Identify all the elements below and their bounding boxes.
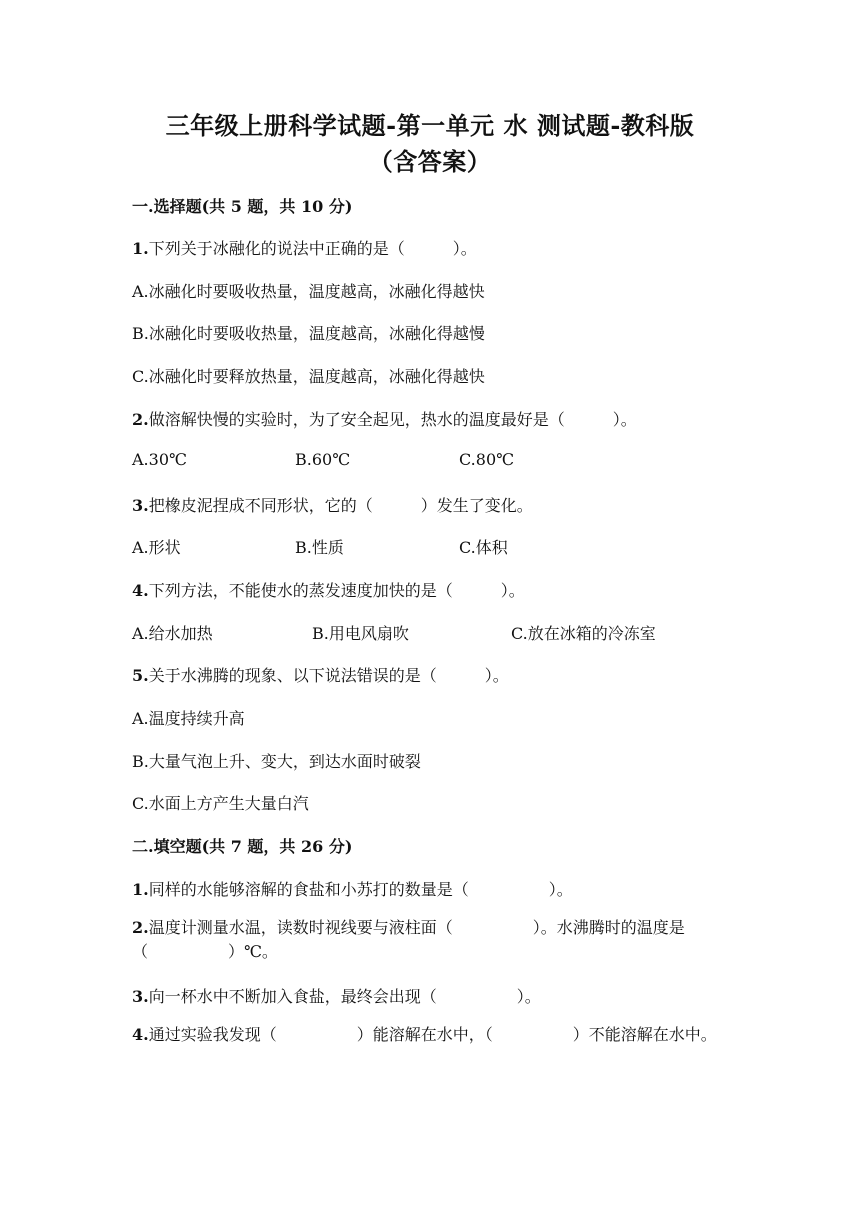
page-title: 三年级上册科学试题-第一单元 水 测试题-教科版	[165, 111, 695, 140]
question-number: 5.	[132, 666, 149, 685]
question-number: 4.	[132, 581, 149, 600]
question-number: 1.	[132, 239, 149, 258]
question-5	[132, 663, 509, 686]
question-text: 温度计测量水温，读数时视线要与液柱面（ ）。水沸腾时的温度是（ ）℃。	[132, 918, 685, 961]
option-c: C.冰融化时要释放热量，温度越高，冰融化得越快	[132, 367, 485, 386]
question-1	[132, 236, 477, 259]
option-b: B.用电风扇吹	[312, 624, 409, 643]
option-c: C.放在冰箱的冷冻室	[511, 624, 656, 643]
section-heading-fill: 二.填空题(共 7 题，共 26 分)	[132, 837, 353, 856]
question-4	[132, 578, 525, 601]
option-a: A.给水加热	[132, 624, 213, 643]
question-text: 关于水沸腾的现象、以下说法错误的是（ ）。	[148, 666, 509, 685]
option-a: A.30℃	[132, 450, 187, 469]
section-heading-choice: 一.选择题(共 5 题，共 10 分)	[132, 197, 353, 216]
option-b: B.大量气泡上升、变大，到达水面时破裂	[132, 752, 421, 771]
option-b: B.60℃	[295, 450, 351, 469]
question-number: 2.	[132, 918, 149, 937]
question-number: 3.	[132, 987, 149, 1006]
option-b: B.性质	[295, 538, 344, 557]
question-number: 1.	[132, 880, 149, 899]
question-text: 做溶解快慢的实验时，为了安全起见，热水的温度最好是（ ）。	[148, 410, 637, 429]
question-text: 下列关于冰融化的说法中正确的是（ ）。	[148, 239, 477, 258]
page-subtitle: （含答案）	[368, 147, 492, 176]
option-a: A.冰融化时要吸收热量，温度越高，冰融化得越快	[132, 282, 485, 301]
fill-question-2	[132, 916, 732, 964]
question-text: 把橡皮泥捏成不同形状，它的（ ）发生了变化。	[148, 496, 533, 515]
question-number: 3.	[132, 496, 149, 515]
fill-question-4	[132, 1023, 732, 1047]
question-2	[132, 407, 637, 430]
option-c: C.体积	[459, 538, 508, 557]
question-text: 同样的水能够溶解的食盐和小苏打的数量是（ ）。	[148, 880, 573, 899]
option-a: A.形状	[132, 538, 181, 557]
question-number: 2.	[132, 410, 149, 429]
fill-question-1	[132, 877, 573, 900]
option-a: A.温度持续升高	[132, 709, 245, 728]
question-text: 下列方法，不能使水的蒸发速度加快的是（ ）。	[148, 581, 525, 600]
question-text: 通过实验我发现（ ）能溶解在水中，（ ）不能溶解在水中。	[148, 1025, 717, 1044]
question-number: 4.	[132, 1025, 149, 1044]
option-c: C.80℃	[459, 450, 515, 469]
option-c: C.水面上方产生大量白汽	[132, 794, 309, 813]
question-3	[132, 493, 533, 516]
option-b: B.冰融化时要吸收热量，温度越高，冰融化得越慢	[132, 324, 485, 343]
fill-question-3	[132, 984, 541, 1007]
question-text: 向一杯水中不断加入食盐，最终会出现（ ）。	[148, 987, 541, 1006]
